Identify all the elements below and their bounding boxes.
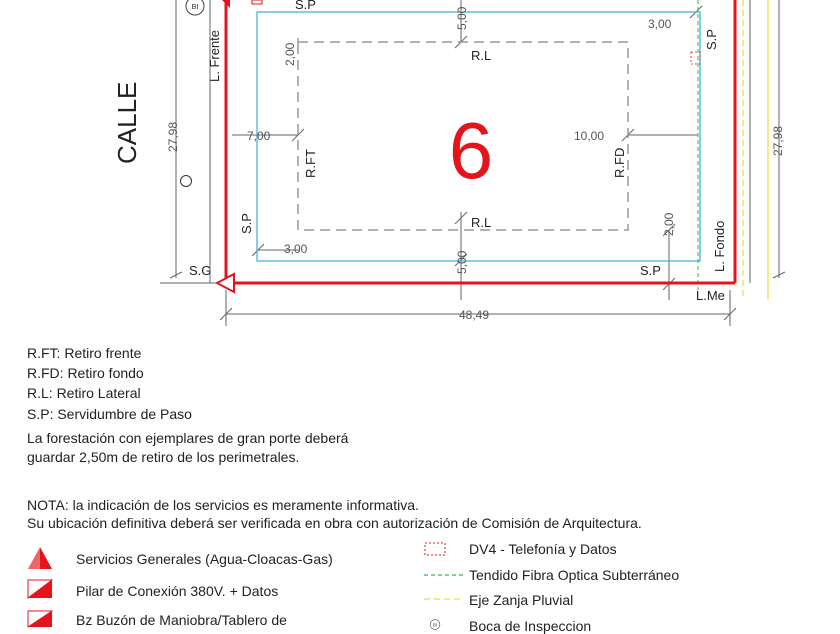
- dim-right-side: 2,00: [662, 212, 676, 236]
- bi-marker-text: BI: [191, 2, 199, 11]
- legend-telephone-label: DV4 - Telefonía y Datos: [469, 541, 617, 557]
- dim-sp-top-right: 3,00: [648, 17, 672, 31]
- yellow-dashed-line-icon: [424, 597, 464, 601]
- legend-general-services-label: Servicios Generales (Agua-Cloacas-Gas): [76, 551, 333, 567]
- legend-inspection-label: Boca de Inspeccion: [469, 618, 592, 634]
- top-red-marker: [252, 0, 262, 4]
- svg-text:BI: BI: [432, 622, 438, 628]
- dashed-red-box-icon: [424, 542, 446, 556]
- rl-top-label: R.L: [471, 48, 492, 63]
- legend-fiber-label: Tendido Fibra Optica Subterráneo: [469, 567, 680, 583]
- dim-left-depth: 27,98: [166, 121, 180, 152]
- green-dashed-line-icon: [424, 573, 464, 577]
- maneuver-box-icon: [27, 610, 53, 628]
- rfd-label: R.FD: [612, 147, 627, 178]
- sg-label: S.G: [189, 263, 212, 278]
- forestation-note-line-2: guardar 2,50m de retiro de los perimetrales.: [27, 449, 300, 465]
- sp-top-label: S.P: [295, 0, 316, 12]
- rl-bottom-label: R.L: [471, 215, 492, 230]
- sp-right-label: S.P: [704, 29, 719, 50]
- dim-width: 48,49: [459, 308, 490, 322]
- lot-front-label: L. Frente: [207, 29, 222, 82]
- dim-top-setback: 5,00: [455, 6, 469, 30]
- dim-front-setback: 7,00: [247, 129, 271, 143]
- telephone-box-marker: [691, 52, 700, 64]
- dim-left-side: 2,00: [283, 42, 297, 66]
- services-note-line-2: Su ubicación definitiva deberá ser verificada en obra con autorización de Comisión de Arquitectura.: [27, 515, 642, 531]
- dim-rear-setback: 10,00: [574, 129, 605, 143]
- lot-number: 6: [448, 106, 494, 195]
- rft-label: R.FT: [303, 149, 318, 178]
- legend-drain-label: Eje Zanja Pluvial: [469, 592, 574, 608]
- sp-bottom-label: S.P: [640, 263, 661, 278]
- dim-bottom-setback: 5,00: [455, 250, 469, 274]
- lme-label: L.Me: [696, 288, 725, 303]
- glossary-rfd: R.FD: Retiro fondo: [27, 365, 144, 381]
- sp-left-label: S.P: [239, 213, 254, 234]
- inspection-point: [181, 176, 192, 187]
- street-label: CALLE: [112, 81, 142, 164]
- legend-connection-pillar-label: Pilar de Conexión 380V. + Datos: [76, 583, 279, 599]
- red-triangle-icon: [27, 546, 53, 570]
- glossary-rft: R.FT: Retiro frente: [27, 345, 142, 361]
- legend-maneuver-box-label: Bz Buzón de Maniobra/Tablero de: [76, 612, 287, 628]
- connection-pillar-icon: [27, 579, 53, 599]
- lot-rear-label: L. Fondo: [712, 220, 727, 272]
- dim-right-depth: 27,98: [771, 125, 785, 156]
- glossary-rl: R.L: Retiro Lateral: [27, 385, 141, 401]
- forestation-note-line-1: La forestación con ejemplares de gran porte deberá: [27, 430, 349, 446]
- services-note-line-1: NOTA: la indicación de los servicios es meramente informativa.: [27, 497, 419, 513]
- glossary-sp: S.P: Servidumbre de Paso: [27, 406, 192, 422]
- dim-sp-bottom-left: 3,00: [284, 242, 308, 256]
- inspection-box-icon: [426, 619, 444, 630]
